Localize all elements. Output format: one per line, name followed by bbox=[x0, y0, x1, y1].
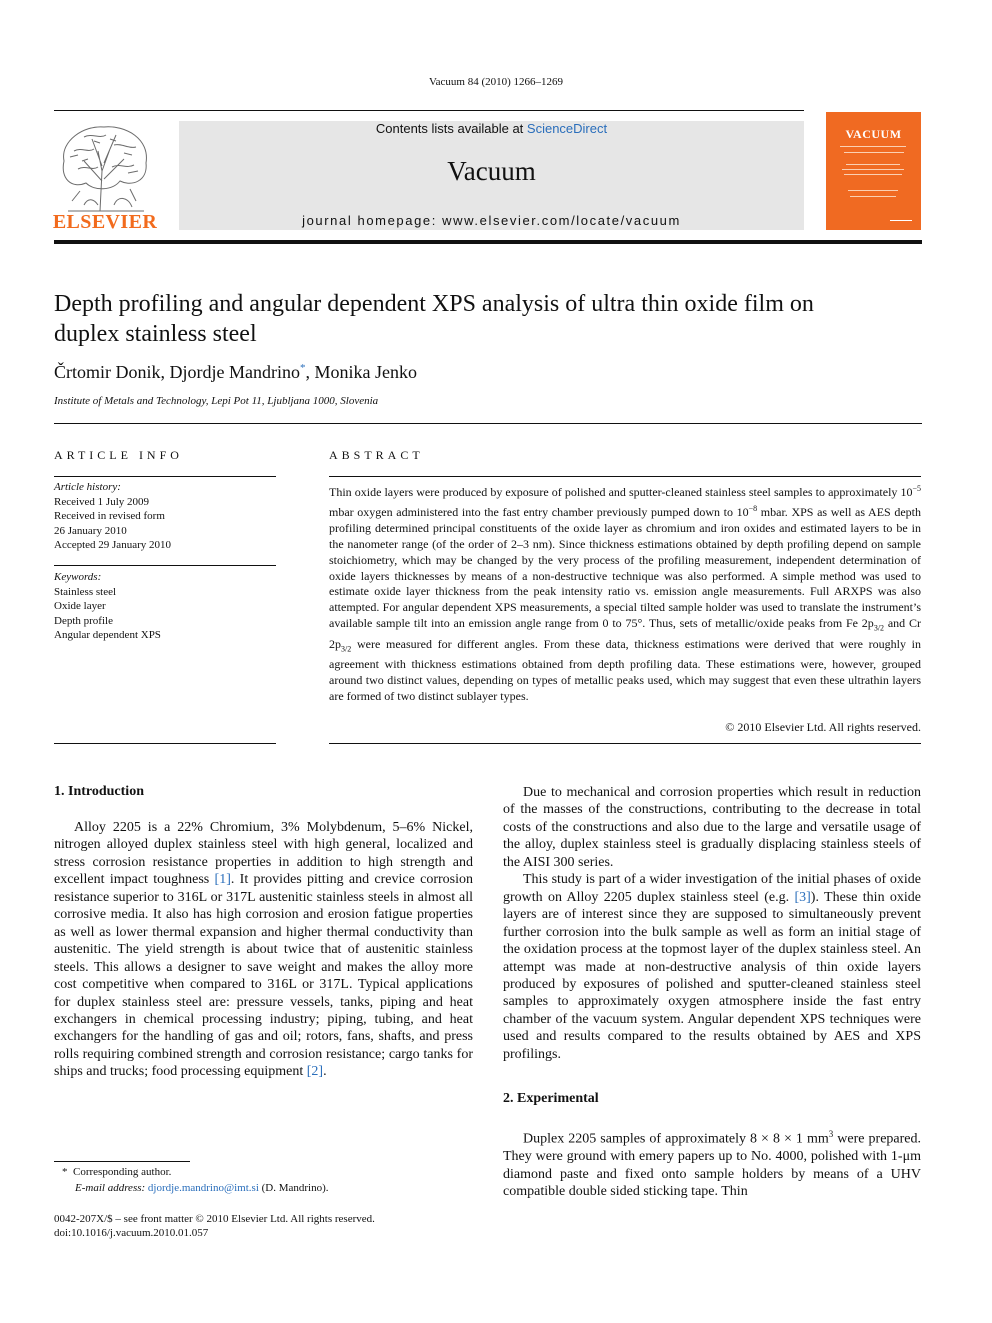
article-info-rule bbox=[54, 476, 276, 477]
cover-text-line bbox=[842, 169, 904, 170]
keyword: Depth profile bbox=[54, 614, 113, 627]
authors-part2: , Monika Jenko bbox=[305, 362, 417, 382]
elsevier-wordmark: ELSEVIER bbox=[52, 211, 158, 233]
footnote-rule bbox=[54, 1161, 190, 1162]
abstract-text: Thin oxide layers were produced by exposure of polished and sputter-cleaned stainless steel samples to approximately $10^{-5}$ mbar oxygen administered into the fast entry chamber previously pumped down to $10^{-8}$ mbar. XPS as well as AES depth profiling determined principal constituents of the oxide layer as chromium and iron oxides and estimated layers to be in the nanometer range (of the order of 2–3 nm). Since thickness estimations obtained by depth profiling depend on sample stoichiometry, which may be changed by the very process of the profiling measurement, independent determination of oxide layers thicknesses by means of a non-destructive technique was also performed. A simple method was used to estimate oxide layer thickness from the peak intensity ratio vs. emission angle measurements. Full ARXPS was also attempted. For angular dependent XPS measurements, a special tilted sample holder was used to translate the instrument’s available sample tilt into an emission angle range from 0 to 75°. Thus, sets of metallic/oxide peaks from Fe $2p_{3/2}$ and Cr $2p_{3/2}$ were measured for different angles. From these data, thickness estimations were derived that were roughly in agreement with thickness estimations obtained from depth profiling data. These estimations were, however, grouped around two distinct values, depending on types of metallic peaks used, which may suggest that even these ultrathin layers are formed of two distinct sublayer types. bbox=[329, 484, 921, 703]
article-info-heading: ARTICLE INFO bbox=[54, 448, 183, 462]
author-list bbox=[54, 362, 417, 383]
article-title-line2: duplex stainless steel bbox=[54, 321, 257, 347]
header-rule-top bbox=[54, 110, 804, 111]
email-name: (D. Mandrino). bbox=[261, 1182, 329, 1194]
keyword: Stainless steel bbox=[54, 585, 117, 598]
authors-part1: Črtomir Donik, Djordje Mandrino bbox=[54, 362, 300, 382]
intro-heading: 1. Introduction bbox=[54, 784, 144, 799]
article-title bbox=[54, 289, 924, 349]
history-item: Received 1 July 2009 bbox=[54, 495, 150, 508]
intro-text-right: Due to mechanical and corrosion properties which result in reduction of the masses of the constructions, contributing to the decrease in total costs of the constructions and also due to the large and versatile usage of the alloy, duplex stainless steel is gradually displacing stainless steels of the AISI 300 series. This study is part of a wider investigation of the initial phases of oxide growth on Alloy 2205 duplex stainless steel (e.g. [3]). These thin oxide layers are of interest since they are supposed to simultaneously prevent further corrosion into the bulk sample as well as form an initial stage of the oxidation process at the topmost layer of the duplex stainless steel. An attempt was made at non-destructive analysis of thin oxide layers produced by exposures of polished and sputter-cleaned stainless steel samples to approximately oxygen atmosphere inside the fast entry chamber of the vacuum system. Angular dependent XPS techniques were used and results compared to the results obtained by AES and XPS profilings. bbox=[503, 785, 921, 1062]
issn-line: 0042-207X/$ – see front matter © 2010 Elsevier Ltd. All rights reserved. bbox=[54, 1213, 375, 1225]
citation-link: [1] bbox=[214, 872, 231, 888]
journal-homepage[interactable]: journal homepage: www.elsevier.com/locate/vacuum bbox=[302, 213, 681, 228]
history-item: Accepted 29 January 2010 bbox=[54, 539, 171, 551]
journal-name: Vacuum bbox=[447, 156, 536, 186]
affiliation: Institute of Metals and Technology, Lepi Pot 11, Ljubljana 1000, Slovenia bbox=[54, 395, 379, 407]
cover-text-line bbox=[840, 146, 906, 147]
abstract-bottom-rule bbox=[329, 743, 921, 744]
corresponding-author-mark[interactable]: * bbox=[299, 362, 306, 374]
cover-text-line bbox=[844, 174, 902, 175]
experimental-text: Duplex 2205 samples of approximately 8 × 8 × 1 $mm^3$ were prepared. They were ground with emery papers up to No. 4000, polished with 1-μm diamond paste and fixed onto sample holders by means of a UHV compatible double sided sticking tape. Thin bbox=[503, 1129, 921, 1200]
keywords-rule bbox=[54, 565, 276, 566]
keyword: Angular dependent XPS bbox=[54, 629, 161, 641]
article-info-bottom-rule bbox=[54, 743, 276, 744]
experimental-heading: 2. Experimental bbox=[503, 1091, 599, 1106]
history-item: Received in revised form bbox=[54, 510, 165, 522]
doi-line[interactable]: doi:10.1016/j.vacuum.2010.01.057 bbox=[54, 1227, 209, 1239]
header-rule-thick bbox=[54, 240, 922, 244]
citation-link: [2] bbox=[306, 1064, 324, 1080]
abstract-heading: ABSTRACT bbox=[329, 448, 424, 462]
corresponding-text: Corresponding author. bbox=[73, 1166, 172, 1178]
contents-prefix: Contents lists available at bbox=[375, 121, 527, 136]
citation-link: [3] bbox=[794, 889, 811, 905]
keyword: Oxide layer bbox=[54, 600, 106, 612]
journal-citation: Vacuum 84 (2010) 1266–1269 bbox=[428, 76, 564, 88]
history-label: Article history: bbox=[54, 481, 121, 493]
cover-text-line bbox=[844, 152, 904, 153]
cover-text-line bbox=[846, 164, 900, 165]
copyright-notice: © 2010 Elsevier Ltd. All rights reserved. bbox=[725, 720, 921, 734]
email-note bbox=[75, 1181, 329, 1196]
email-label: E-mail address: bbox=[75, 1182, 146, 1194]
cover-text-line bbox=[848, 190, 898, 191]
cover-publisher-mark bbox=[890, 220, 912, 221]
abstract-rule bbox=[329, 476, 921, 477]
contents-line bbox=[179, 121, 804, 136]
cover-text-line bbox=[850, 196, 896, 197]
email-link[interactable]: djordje.mandrino@imt.si bbox=[147, 1182, 259, 1194]
journal-cover-thumbnail bbox=[826, 112, 921, 230]
history-item: 26 January 2010 bbox=[54, 524, 127, 537]
title-rule bbox=[54, 423, 922, 424]
sciencedirect-link[interactable]: ScienceDirect bbox=[526, 121, 608, 136]
keywords bbox=[54, 570, 276, 643]
cover-title: VACUUM bbox=[845, 127, 902, 141]
corresponding-note: * Corresponding author. bbox=[62, 1166, 172, 1178]
keywords-label: Keywords: bbox=[54, 571, 102, 583]
intro-text-left: Alloy 2205 is a 22% Chromium, 3% Molybdenum, 5–6% Nickel, nitrogen alloyed duplex stainless steel with high general, localized and stress corrosion resistance properties in addition to high strength and excellent impact toughness [1]. It provides pitting and crevice corrosion resistance superior to 316L or 317L austenitic stainless steels in almost all corrosive media. It also has high corrosion and erosion fatigue properties as well as lower thermal expansion and higher thermal conductivity than austenitic. The yield strength is about twice that of austenitic stainless steels. This allows a designer to save weight and makes the alloy more cost competitive when compared to 316L or 317L. Typical applications for duplex stainless steel are: pressure vessels, tanks, piping and heat exchangers in chemical processing industry; piping, tubing, and heat exchangers for the handling of gas and oil; rotors, fans, shafts, and press rolls requiring combined strength and corrosion resistance; cargo tanks for ships and trucks; food processing equipment [2]. bbox=[54, 820, 473, 1080]
article-history bbox=[54, 480, 276, 553]
article-title-line1: Depth profiling and angular dependent XPS analysis of ultra thin oxide film on bbox=[54, 291, 814, 317]
